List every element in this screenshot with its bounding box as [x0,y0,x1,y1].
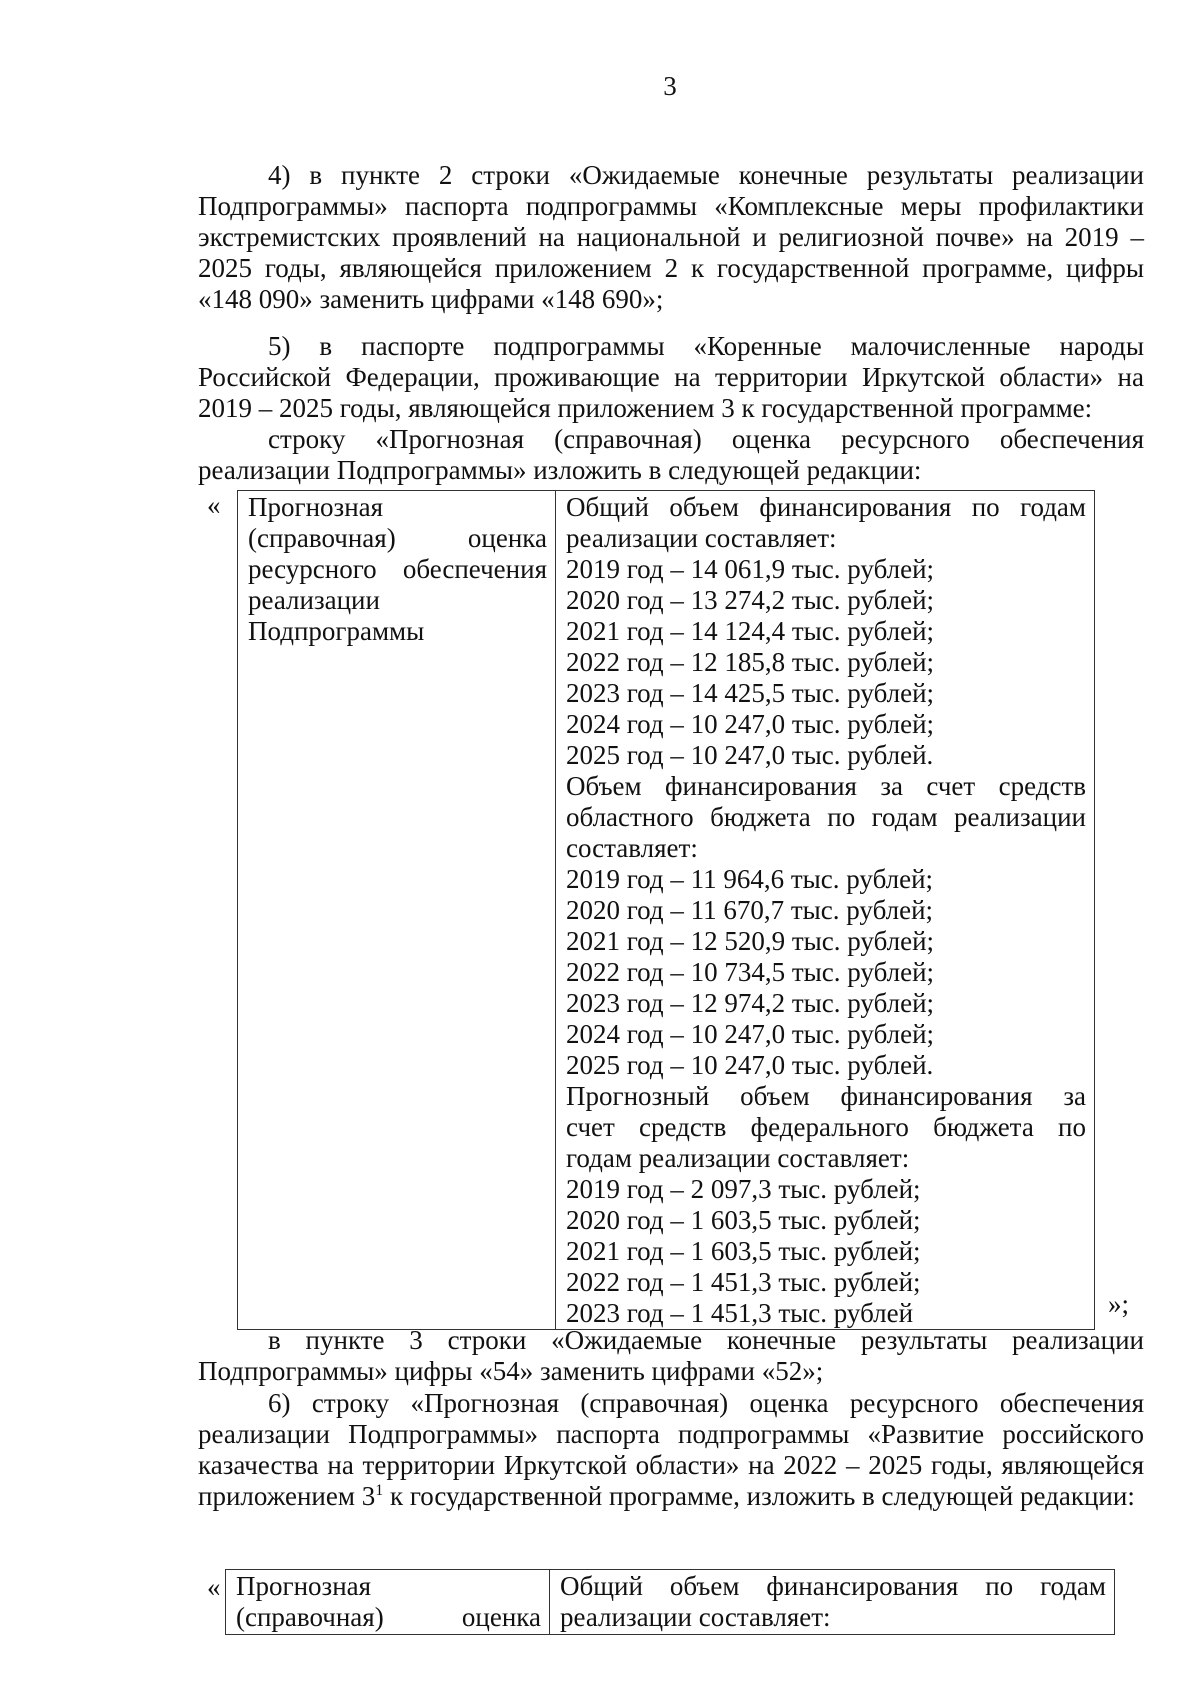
table1-right-line: 2019 год – 2 097,3 тыс. рублей; [566,1174,921,1204]
table1-right-line: 2022 год – 12 185,8 тыс. рублей; [566,647,935,677]
table1-right-line: 2020 год – 11 670,7 тыс. рублей; [566,895,934,925]
table1-right-line: Объем финансирования за счет средств [566,771,1086,801]
table1-left-line: Подпрограммы [248,616,425,646]
table1-left-line: Прогнозная [248,492,384,522]
table1-left-line: реализации [248,585,380,615]
passport-table-1 [237,490,1095,1330]
table1-right-line: 2020 год – 1 603,5 тыс. рублей; [566,1205,921,1235]
table1-left-cell [238,491,556,1330]
table1-right-line: 2023 год – 14 425,5 тыс. рублей; [566,678,935,708]
table1-right-line: 2019 год – 14 061,9 тыс. рублей; [566,554,935,584]
table1-right-line: 2025 год – 10 247,0 тыс. рублей. [566,1050,934,1080]
table1-quote-close: »; [1108,1289,1130,1319]
paragraph-5: 5) в паспорте подпрограммы «Коренные малочисленные народы Российской Федерации, проживающие на территории Иркутской области» на 2019 – 2025 годы, являющейся приложением 3 к государственной программе: [198,331,1144,423]
paragraph-6-text-end: к государственной программе, изложить в следующей редакции: [383,1481,1135,1511]
paragraph-5-row: строку «Прогнозная (справочная) оценка ресурсного обеспечения реализации Подпрограммы» изложить в следующей редакции: [198,424,1144,485]
table1-right-line: 2021 год – 12 520,9 тыс. рублей; [566,926,935,956]
table1-right-line: 2022 год – 1 451,3 тыс. рублей; [566,1267,921,1297]
table1-right-line: областного бюджета по годам реализации [566,802,1086,832]
page-number: 3 [663,71,677,101]
table1-right-line: 2023 год – 1 451,3 тыс. рублей [566,1298,914,1328]
table-row [226,1570,1115,1635]
table2-left-cell [226,1570,550,1635]
table1-quote-open: « [207,490,221,520]
table1-right-line: 2022 год – 10 734,5 тыс. рублей; [566,957,935,987]
table1-right-cell [556,491,1095,1330]
table1-right-line: 2019 год – 11 964,6 тыс. рублей; [566,864,934,894]
table-row [238,491,1095,1330]
table1-right-line: Общий объем финансирования по годам [566,492,1086,522]
paragraph-6-text: 6) строку «Прогнозная (справочная) оценка ресурсного обеспечения реализации Подпрограммы» паспорта подпрограммы «Развитие российского казачества на территории Иркутской области» на 2022 – 2025 годы, являющейся приложением 3 [198,1388,1144,1511]
table1-right-line: 2021 год – 14 124,4 тыс. рублей; [566,616,935,646]
table1-right-line: 2024 год – 10 247,0 тыс. рублей; [566,1019,935,1049]
table1-left-line: ресурсного обеспечения [248,554,547,584]
table1-right-line: реализации составляет: [566,523,837,553]
table1-right-line: годам реализации составляет: [566,1143,910,1173]
table1-right-line: 2025 год – 10 247,0 тыс. рублей. [566,740,934,770]
paragraph-5-item3: в пункте 3 строки «Ожидаемые конечные результаты реализации Подпрограммы» цифры «54» заменить цифрами «52»; [198,1325,1144,1386]
table1-right-line: 2021 год – 1 603,5 тыс. рублей; [566,1236,921,1266]
paragraph-6-superscript: 1 [375,1482,384,1499]
table1-right-line: 2024 год – 10 247,0 тыс. рублей; [566,709,935,739]
table1-right-line: 2020 год – 13 274,2 тыс. рублей; [566,585,935,615]
table2-quote-open: « [207,1572,221,1602]
table1-right-line: счет средств федерального бюджета по [566,1112,1086,1142]
paragraph-4: 4) в пункте 2 строки «Ожидаемые конечные результаты реализации Подпрограммы» паспорта подпрограммы «Комплексные меры профилактики экстремистских проявлений на национальной и религиозной почве» на 2019 – 2025 годы, являющейся приложением 2 к государственной программе, цифры «148 090» заменить цифрами «148 690»; [198,160,1144,314]
table2-left-line: Прогнозная [236,1571,372,1601]
table1-right-line: Прогнозный объем финансирования за [566,1081,1086,1111]
table2-right-line: Общий объем финансирования по годам [560,1571,1106,1601]
passport-table-2 [225,1569,1115,1635]
table2-left-line: (справочная) оценка [236,1602,541,1632]
table1-left-line: (справочная) оценка [248,523,547,553]
table2-right-line: реализации составляет: [560,1602,831,1632]
table1-right-line: 2023 год – 12 974,2 тыс. рублей; [566,988,935,1018]
paragraph-6 [198,1388,1144,1512]
table1-right-line: составляет: [566,833,698,863]
table2-right-cell [550,1570,1115,1635]
